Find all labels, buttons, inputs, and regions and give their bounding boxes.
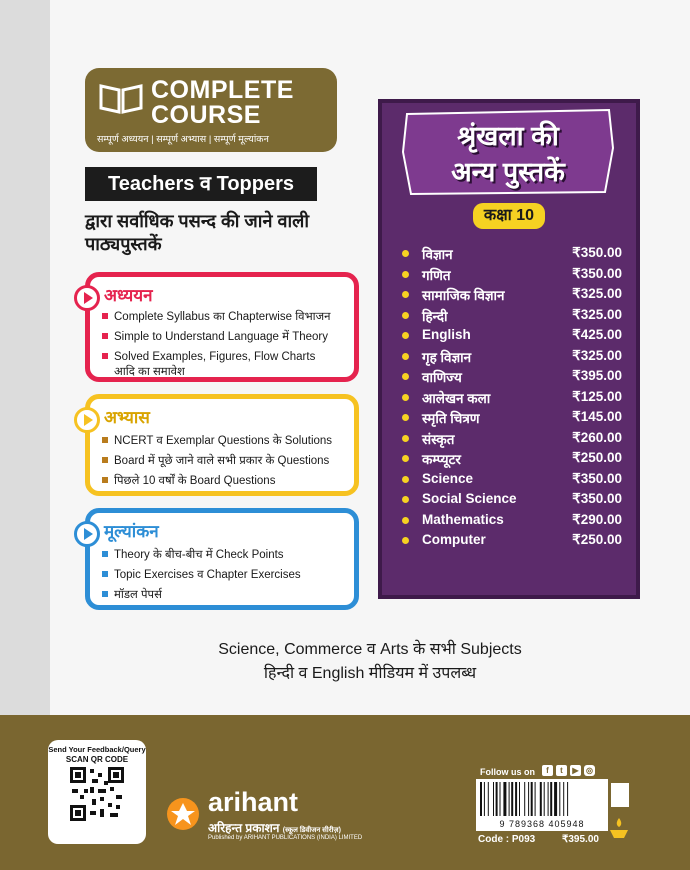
book-icon (99, 80, 143, 114)
book-name: कम्प्यूटर (422, 452, 461, 467)
list-item: NCERT व Exemplar Questions के Solutions (102, 434, 342, 449)
book-row (402, 429, 622, 449)
bullet-icon (102, 333, 108, 339)
series-title-line-1: श्रृंखला की (457, 121, 559, 151)
book-price: ₹395.00 (562, 834, 599, 845)
list-item: मॉडल पेपर्स (102, 588, 342, 603)
list-item: Solved Examples, Figures, Flow Charts आदि का समावेश (102, 350, 342, 380)
bullet-icon (102, 477, 108, 483)
publisher-name: arihant (208, 787, 299, 817)
bullet-icon (102, 457, 108, 463)
qr-card (48, 740, 146, 844)
book-price: ₹350.00 (572, 491, 622, 506)
bullet-icon (402, 394, 409, 401)
bullet-icon (102, 437, 108, 443)
left-page-strip (0, 0, 50, 715)
book-row (402, 490, 622, 510)
logo-line-1: COMPLETE (151, 76, 294, 104)
bullet-icon (402, 414, 409, 421)
bullet-icon (402, 291, 409, 298)
bullet-icon (402, 517, 409, 524)
follow-us-label: Follow us on (480, 767, 535, 777)
facebook-icon[interactable]: f (542, 765, 553, 776)
bullet-icon (402, 353, 409, 360)
scan-qr-text: SCAN QR CODE (65, 755, 129, 764)
book-row (402, 367, 622, 387)
book-name: English (422, 327, 471, 342)
play-icon (74, 521, 100, 547)
twitter-icon[interactable]: t (556, 765, 567, 776)
bullet-icon (402, 496, 409, 503)
availability-line-2: हिन्दी व English मीडियम में उपलब्ध (263, 665, 477, 682)
bullet-icon (102, 551, 108, 557)
bullet-icon (102, 591, 108, 597)
study-section (85, 272, 359, 382)
book-price: ₹350.00 (572, 245, 622, 260)
practice-section (85, 394, 359, 496)
barcode-bars (480, 782, 604, 816)
book-price: ₹350.00 (572, 470, 622, 486)
book-price: ₹145.00 (572, 409, 622, 424)
book-row (402, 531, 622, 551)
book-row (402, 470, 622, 490)
preferred-textbooks-text: द्वारा सर्वाधिक पसन्द की जाने वाली पाठ्यपुस्तकें (85, 211, 309, 254)
book-price: ₹425.00 (572, 327, 622, 342)
instagram-icon[interactable]: ◎ (584, 765, 595, 776)
book-name: स्मृति चित्रण (422, 411, 480, 426)
book-row (402, 388, 622, 408)
list-item: पिछले 10 वर्षों के Board Questions (102, 474, 342, 489)
book-name: गणित (422, 267, 451, 283)
youtube-icon[interactable]: ▶ (570, 765, 581, 776)
book-name: सामाजिक विज्ञान (422, 288, 505, 303)
book-name: हिन्दी (422, 308, 448, 324)
series-banner (399, 108, 617, 196)
teachers-toppers-badge: Teachers व Toppers (85, 167, 317, 201)
book-name: संस्कृत (422, 431, 455, 447)
logo-line-2: COURSE (151, 101, 261, 129)
series-title-line-2: अन्य पुस्तकें (451, 157, 565, 187)
mini-logo-icon (611, 783, 629, 807)
book-price: ₹260.00 (572, 429, 622, 445)
bullet-icon (402, 455, 409, 462)
list-item: Board में पूछे जाने वाले सभी प्रकार के Questions (102, 454, 342, 469)
list-item: Topic Exercises व Chapter Exercises (102, 568, 342, 583)
arihant-logo-icon (166, 797, 200, 831)
section-title: अध्ययन (104, 286, 153, 305)
play-icon (74, 285, 100, 311)
book-row (402, 285, 622, 305)
evaluation-section (85, 508, 359, 610)
bullet-icon (402, 271, 409, 278)
section-title: अभ्यास (104, 408, 150, 427)
bullet-icon (102, 313, 108, 319)
book-row (402, 244, 622, 264)
book-price: ₹325.00 (572, 286, 622, 301)
logo-tagline: सम्पूर्ण अध्ययन | सम्पूर्ण अभ्यास | सम्पूर्ण मूल्यांकन (97, 134, 269, 145)
barcode (476, 779, 608, 831)
book-row (402, 449, 622, 469)
publisher-hindi: अरिहन्त प्रकाशन (स्कूल डिवीजन सीरीज़) (208, 821, 341, 835)
book-price: ₹325.00 (572, 306, 622, 322)
list-item: Simple to Understand Language में Theory (102, 330, 342, 345)
book-row (402, 306, 622, 326)
book-row (402, 347, 622, 367)
bullet-icon (402, 435, 409, 442)
list-item: Theory के बीच-बीच में Check Points (102, 548, 342, 563)
book-price: ₹250.00 (572, 450, 622, 465)
barcode-number: 9 789368 405948 (499, 819, 585, 829)
publisher-line: Published by ARIHANT PUBLICATIONS (INDIA) LIMITED (208, 835, 363, 841)
play-icon (74, 407, 100, 433)
book-row (402, 265, 622, 285)
book-price: ₹125.00 (572, 388, 622, 404)
availability-line-1: Science, Commerce व Arts के सभी Subjects (218, 641, 522, 658)
bullet-icon (402, 373, 409, 380)
book-name: Computer (422, 532, 486, 547)
book-code: Code : P093 (478, 834, 536, 845)
book-row (402, 408, 622, 428)
bullet-icon (402, 332, 409, 339)
book-name: Mathematics (422, 511, 504, 527)
book-name: Social Science (422, 491, 517, 506)
book-price: ₹395.00 (572, 368, 622, 383)
bullet-icon (402, 312, 409, 319)
complete-course-logo (85, 68, 337, 152)
bullet-icon (402, 537, 409, 544)
bullet-icon (102, 353, 108, 359)
section-title: मूल्यांकन (104, 522, 159, 541)
list-item: Complete Syllabus का Chapterwise विभाजन (102, 310, 342, 325)
book-name: आलेखन कला (422, 390, 491, 406)
book-row (402, 511, 622, 531)
bullet-icon (102, 571, 108, 577)
book-name: गृह विज्ञान (422, 349, 472, 365)
book-price: ₹290.00 (572, 511, 622, 527)
bullet-icon (402, 476, 409, 483)
book-row (402, 326, 622, 346)
book-name: Science (422, 470, 474, 486)
book-name: वाणिज्य (422, 370, 462, 385)
bullet-icon (402, 250, 409, 257)
book-price: ₹250.00 (572, 532, 622, 547)
book-name: विज्ञान (422, 247, 453, 262)
book-price: ₹325.00 (572, 347, 622, 363)
book-price: ₹350.00 (572, 265, 622, 281)
feedback-text: Send Your Feedback/Query (48, 745, 146, 754)
qr-code-icon[interactable] (70, 767, 124, 821)
lamp-icon (608, 816, 630, 840)
class-label: कक्षा 10 (473, 203, 545, 229)
